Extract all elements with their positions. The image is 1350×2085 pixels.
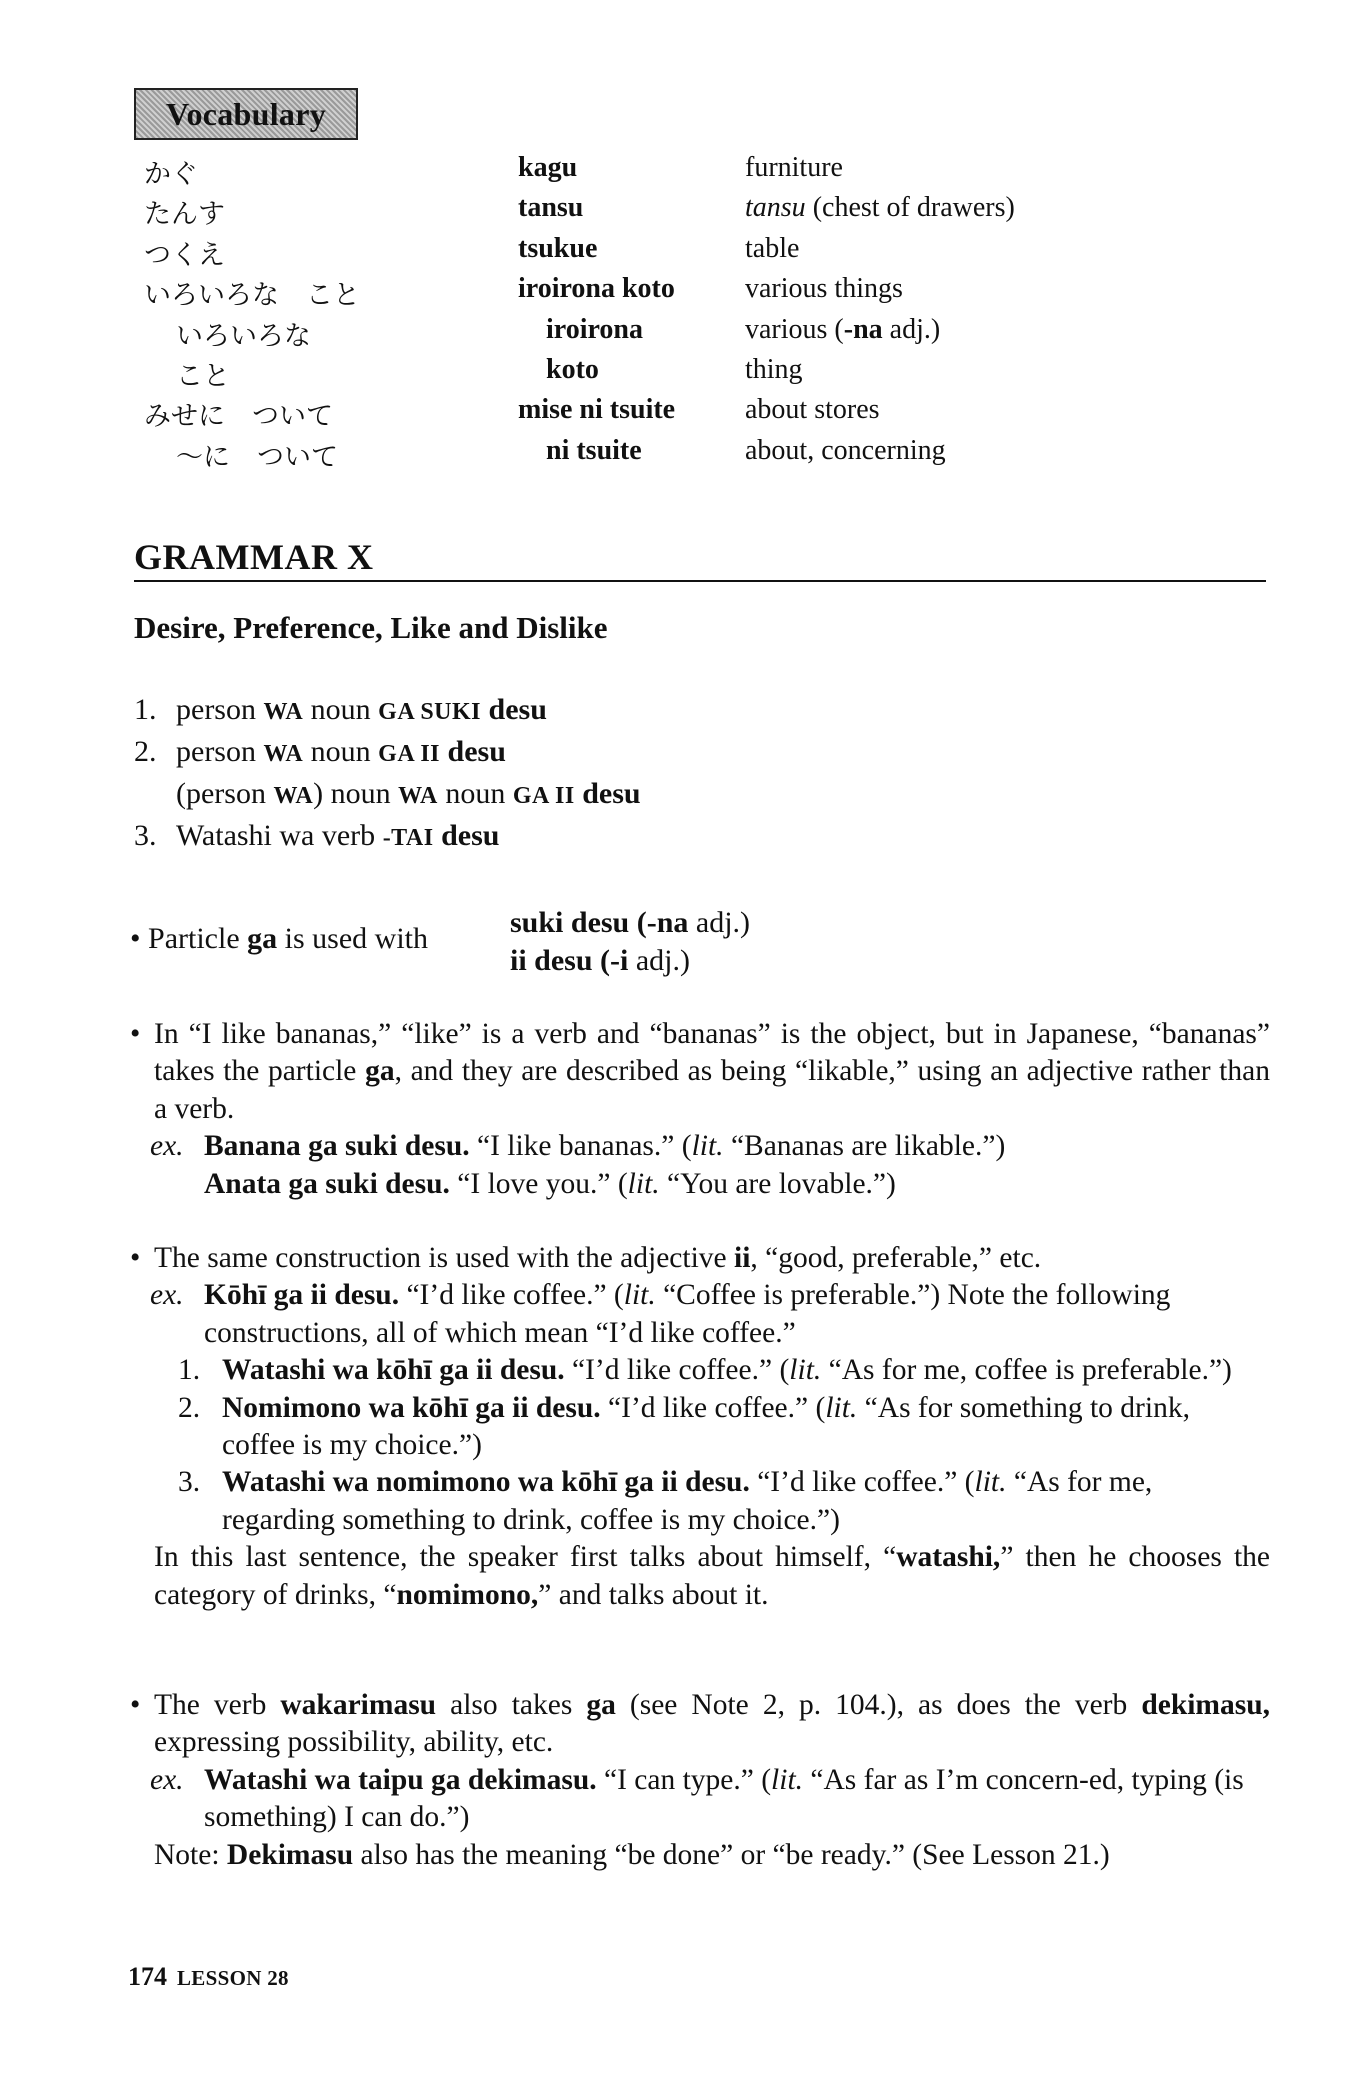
vocab-kana: こと (176, 360, 230, 392)
vocab-gloss: about, concerning (745, 434, 946, 466)
construction-list (178, 1352, 1270, 1539)
item-number: 2. (178, 1391, 201, 1424)
pattern-copula: desu (481, 693, 547, 726)
vocab-kana: みせに ついて (144, 401, 333, 433)
lit-label: lit. (825, 1391, 858, 1424)
vocab-row (140, 435, 1140, 475)
construction-item (178, 1464, 1270, 1539)
example (204, 1166, 1270, 1203)
vocab-kana: いろいろな (176, 320, 311, 352)
text-run: “I like bananas.” ( (469, 1130, 692, 1163)
vocab-gloss: about stores (745, 394, 880, 426)
pattern-text: ) noun (313, 777, 399, 810)
vocab-romaji: tsukue (518, 232, 598, 264)
item-number: 1. (178, 1354, 201, 1387)
vocabulary-title: Vocabulary (165, 95, 327, 132)
pattern-number: 3. (134, 819, 157, 852)
vocab-romaji: tansu (518, 192, 584, 224)
page-footer (128, 1962, 289, 1992)
vocab-gloss (745, 192, 1015, 224)
vocab-romaji: iroirona (546, 313, 643, 345)
example-bold: Nomimono wa kōhī ga ii desu. (222, 1391, 601, 1424)
pattern-item (134, 774, 641, 816)
pattern-particle: GA SUKI (378, 699, 482, 725)
bullet-text (154, 1016, 1270, 1128)
vocab-gloss-rest: (chest of drawers) (805, 192, 1015, 224)
lit-label: lit. (974, 1466, 1007, 1499)
lit-label: lit. (623, 1279, 656, 1312)
vocab-gloss (745, 314, 940, 346)
text-run: “I love you.” ( (449, 1167, 628, 1200)
item-number: 3. (178, 1466, 201, 1499)
text-run: “You are lovable.”) (659, 1167, 896, 1200)
example (150, 1762, 1270, 1837)
form-text: adj.) (688, 906, 751, 939)
pattern-list (134, 690, 641, 858)
vocab-romaji: kagu (518, 152, 578, 183)
example (150, 1277, 1270, 1352)
text-bold: ga (586, 1689, 616, 1721)
vocab-row (140, 354, 1140, 394)
pattern-text: Watashi wa verb (176, 819, 383, 852)
pattern-text: noun (303, 693, 379, 726)
lit-label: lit. (789, 1354, 822, 1387)
vocab-kana: ～に ついて (176, 441, 338, 473)
pattern-particle: GA II (512, 783, 575, 809)
bullet-glyph: • (130, 1242, 141, 1274)
pattern-particle: GA II (378, 741, 441, 767)
text-run: “I’d like coffee.” ( (749, 1466, 975, 1499)
bullet-glyph: • (130, 1018, 141, 1050)
text-run: “As far as I’m concern-ed, typing (is something) I can do.”) (204, 1763, 1244, 1834)
vocab-row (140, 273, 1140, 313)
text-run: “As for me, regarding something to drink, coffee is my choice.”) (222, 1466, 1153, 1536)
lit-label: lit. (771, 1763, 804, 1796)
note-text: Particle (148, 922, 248, 955)
vocab-romaji: ni tsuite (546, 434, 642, 466)
bullet-text (154, 1687, 1270, 1762)
adjective-form (510, 904, 750, 942)
text-run: (see Note 2, p. 104.), as does the verb (615, 1689, 1142, 1721)
pattern-number: 1. (134, 693, 157, 726)
text-run: ” then he chooses the category of drinks, “ (154, 1541, 1270, 1611)
text-run: “I can type.” ( (596, 1763, 772, 1796)
pattern-item (134, 732, 641, 774)
vocab-row (140, 394, 1140, 434)
example-bold: Watashi wa taipu ga dekimasu. (204, 1763, 597, 1796)
vocab-romaji: iroirona koto (518, 273, 675, 305)
example-label: ex. (150, 1279, 184, 1312)
note-text (154, 1837, 1270, 1874)
bullet-ii (130, 1240, 1270, 1614)
text-bold: nomimono, (396, 1578, 539, 1611)
note-bold: ga (247, 922, 278, 955)
pattern-text: (person (176, 777, 274, 810)
pattern-text: person (176, 693, 264, 726)
note-text: is used with (277, 922, 428, 955)
vocab-romaji: mise ni tsuite (518, 394, 676, 426)
vocab-kana: たんす (144, 199, 225, 231)
text-run: The verb (154, 1689, 281, 1721)
form-bold: suki desu (-na (510, 906, 689, 939)
vocab-row (140, 233, 1140, 273)
text-run: expressing possibility, ability, etc. (154, 1726, 554, 1759)
bullet-text (154, 1240, 1270, 1277)
lesson-label: LESSON 28 (177, 1966, 289, 1990)
pattern-item (134, 816, 641, 858)
text-run: “As for something to drink, coffee is my choice.”) (222, 1391, 1190, 1462)
pattern-item (134, 690, 641, 732)
vocab-row (140, 152, 1140, 192)
example-bold: Anata ga suki desu. (204, 1167, 450, 1200)
vocab-gloss-part: adj.) (882, 313, 941, 345)
construction-item (178, 1390, 1270, 1465)
vocabulary-badge (134, 88, 358, 140)
bullet-glyph: • (130, 922, 141, 955)
pattern-copula: desu (440, 735, 506, 768)
example-bold: Banana ga suki desu. (204, 1130, 470, 1163)
bullet-glyph: • (130, 1689, 141, 1721)
pattern-number: 2. (134, 735, 157, 768)
bullet-text (154, 1539, 1270, 1614)
form-text: adj.) (628, 944, 690, 977)
vocab-kana: つくえ (144, 239, 225, 271)
text-bold: Dekimasu (226, 1838, 354, 1871)
pattern-text: noun (437, 777, 513, 810)
example-bold: Watashi wa nomimono wa kōhī ga ii desu. (222, 1466, 750, 1499)
text-run: “I’d like coffee.” ( (564, 1354, 790, 1387)
example-bold: Kōhī ga ii desu. (204, 1279, 400, 1312)
text-run: “As for me, coffee is preferable.”) (821, 1354, 1232, 1387)
vocab-row (140, 192, 1140, 232)
text-run: “Bananas are likable.”) (723, 1130, 1006, 1163)
pattern-copula: desu (574, 777, 641, 810)
vocab-kana: かぐ (144, 159, 198, 190)
pattern-particle: WA (273, 783, 314, 809)
lit-label: lit. (691, 1130, 724, 1163)
text-run: “I’d like coffee.” ( (399, 1279, 624, 1312)
text-bold: wakarimasu (280, 1689, 437, 1721)
text-run: The same construction is used with the adjective (154, 1242, 735, 1274)
adjective-form (510, 942, 750, 980)
text-run: also has the meaning “be done” or “be ready.” (See Lesson 21.) (353, 1838, 1110, 1871)
text-bold: dekimasu, (1141, 1689, 1271, 1721)
pattern-text: noun (303, 735, 379, 768)
vocab-gloss-part: various ( (745, 313, 844, 345)
grammar-subheading: Desire, Preference, Like and Dislike (134, 610, 608, 645)
vocab-row (140, 314, 1140, 354)
vocab-gloss-italic: tansu (745, 192, 806, 224)
particle-note-lead (130, 922, 428, 956)
vocab-kana: いろいろな こと (144, 280, 360, 312)
example (150, 1128, 1270, 1165)
lit-label: lit. (627, 1167, 660, 1200)
text-run: “I’d like coffee.” ( (600, 1391, 826, 1424)
text-run: , and they are described as being “likable,” using an adjective rather than a verb. (154, 1055, 1270, 1125)
pattern-particle: WA (398, 783, 438, 809)
pattern-copula: desu (433, 819, 500, 852)
page-number: 174 (128, 1962, 167, 1991)
vocab-romaji: koto (546, 353, 599, 385)
example-label: ex. (150, 1763, 184, 1796)
text-run: ” and talks about it. (538, 1578, 769, 1611)
particle-note-forms (510, 904, 750, 980)
pattern-particle: WA (263, 741, 304, 767)
text-run: also takes (436, 1689, 587, 1721)
text-bold: watashi, (896, 1541, 1001, 1574)
text-run: , “good, preferable,” etc. (750, 1242, 1042, 1274)
pattern-particle: WA (263, 699, 304, 725)
example-bold: Watashi wa kōhī ga ii desu. (222, 1354, 565, 1387)
vocab-gloss-bold: -na (843, 313, 883, 345)
text-run: In “I like bananas,” “like” is a verb and “bananas” is the object, but in Japanese, “bananas” takes the particle (154, 1018, 1270, 1088)
example-label: ex. (150, 1130, 184, 1163)
vocab-gloss: thing (745, 353, 803, 385)
grammar-heading: GRAMMAR X (134, 536, 1266, 582)
text-run: “Coffee is preferable.”) Note the following constructions, all of which mean “I’d like coffee.” (204, 1279, 1171, 1349)
text-bold: ii (734, 1242, 751, 1274)
vocabulary-table (140, 152, 1140, 475)
vocab-gloss: furniture (745, 152, 843, 183)
form-bold: ii desu (-i (510, 944, 629, 977)
text-bold: ga (365, 1055, 395, 1088)
vocab-gloss: table (745, 232, 800, 264)
construction-item (178, 1352, 1270, 1389)
bullet-wakarimasu (130, 1687, 1270, 1874)
vocab-gloss: various things (745, 273, 903, 305)
pattern-particle: -TAI (382, 825, 434, 851)
bullet-like (130, 1016, 1270, 1203)
text-run: In this last sentence, the speaker first talks about himself, “ (154, 1541, 897, 1574)
text-run: Note: (154, 1838, 227, 1871)
pattern-text: person (176, 735, 264, 768)
